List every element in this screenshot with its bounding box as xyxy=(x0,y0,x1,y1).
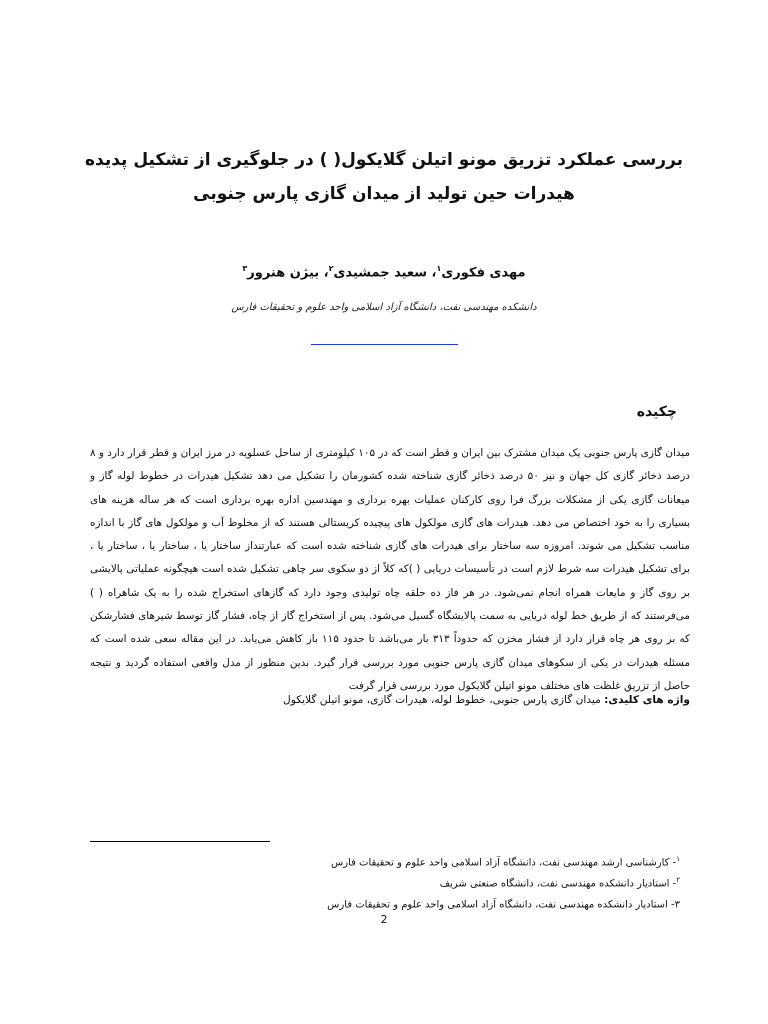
author-3-mark: ۳ xyxy=(242,264,248,273)
footnote-3 xyxy=(260,892,680,913)
footnote-divider xyxy=(90,841,270,842)
footnote-2-mark: ۲ xyxy=(676,876,680,884)
keywords-label: واژه های کلیدی: xyxy=(604,694,690,706)
author-1: مهدی فکوری xyxy=(441,265,526,281)
author-2-mark: ۲ xyxy=(328,264,334,273)
author-2: سعید جمشیدی xyxy=(333,265,428,281)
footnote-1-text: - کارشناسی ارشد مهندسی نفت، دانشگاه آزاد اسلامی واحد علوم و تحقیقات فارس xyxy=(331,857,677,869)
author-list: مهدی فکوری$^۱$، سعید جمشیدی$^۲$، بیژن هنرور$^۳$ xyxy=(242,264,526,281)
paper-title-line-2: هیدرات حین تولید از میدان گازی پارس جنوبی xyxy=(193,184,575,204)
author-3: بیژن هنرور xyxy=(247,265,320,281)
keywords-text: میدان گازی پارس جنوبی، خطوط لوله، هیدرات گازی، مونو اتیلن گلایکول xyxy=(283,694,605,706)
page-number: 2 xyxy=(380,913,388,926)
abstract-heading: چکیده xyxy=(636,404,677,420)
footnote-2 xyxy=(260,871,680,892)
footnote-3-text: ۳- استادیار دانشکده مهندسی نفت، دانشگاه آزاد اسلامی واحد علوم و تحقیقات فارس xyxy=(327,899,680,911)
footnote-1 xyxy=(260,850,680,871)
author-1-mark: ۱ xyxy=(436,264,442,273)
footnote-1-mark: ۱ xyxy=(676,855,680,863)
footnote-2-text: - استادیار دانشکده مهندسی نفت، دانشگاه صنعتی شریف xyxy=(439,878,677,890)
paper-title-line-1: بررسی عملکرد تزریق مونو اتیلن گلایکول( ) در جلوگیری از تشکیل پدیده xyxy=(84,150,684,170)
footnotes xyxy=(260,850,680,913)
email-link[interactable] xyxy=(311,344,458,345)
keywords xyxy=(90,694,690,706)
affiliation: دانشکده مهندسی نفت، دانشگاه آزاد اسلامی واحد علوم و تحقیقات فارس xyxy=(231,302,537,313)
abstract-body: میدان گازی پارس جنوبی یک میدان مشترک بین ایران و قطر است که در ۱۰۵ کیلومتری از ساحل عسلویه در مرز ایران و قطر قرار دارد و ۸ درصد ذخائر گازی کل جهان و نیز ۵۰ درصد ذخائر گازی شناخته شده کشورمان را تشکیل می دهد تشکیل هیدرات در خطوط لوله گاز و میعانات گازی یکی از مشکلات بزرگ فرا روی کارکنان عملیات بهره برداری و مهندسین اداره بهره برداری است که هر ساله هزینه های بسیاری را به خود اختصاص می دهد. هیدرات های گازی مولکول های پیچیده کریستالی هستند که از مخلوط آب و مولکول های گاز با اندازه مناسب تشکیل می شوند. امروزه سه ساختار برای هیدرات های گازی شناخته شده است که عبارتنداز ساختار یا ، ساختار یا ، ساختار یا ، برای تشکیل هیدرات سه شرط لازم است در تأسیسات دریایی ( )که کلاً از دو سکوی سر چاهی تشکیل شده است هیچگونه عملیاتی پالایشی بر روی گاز و مایعات همراه انجام نمی‌شود. در هر فاز ده حلقه چاه تولیدی وجود دارد که گازهای استخراج شده را به یک شاهراه ( ) می‌فرستند که از طریق خط لوله دریایی به سمت پالایشگاه گسیل می‌شود. پس از استخراج گاز از چاه، فشار گاز توسط شیرهای فشارشکن که بر روی هر چاه قرار دارد از فشار مخزن که حدوداً ۳۱۳ بار می‌باشد تا حدود ۱۱۵ بار کاهش می‌یابد. در این مقاله سعی شده است که مسئله هیدرات در یکی از سکوهای میدان گازی پارس جنوبی مورد بررسی قرار گیرد. بدین منظور از مدل واقعی استفاده گردید و نتیجه حاصل از تزریق غلظت های مختلف مونو اتیلن گلایکول مورد بررسی قرار گرفت xyxy=(90,447,691,692)
